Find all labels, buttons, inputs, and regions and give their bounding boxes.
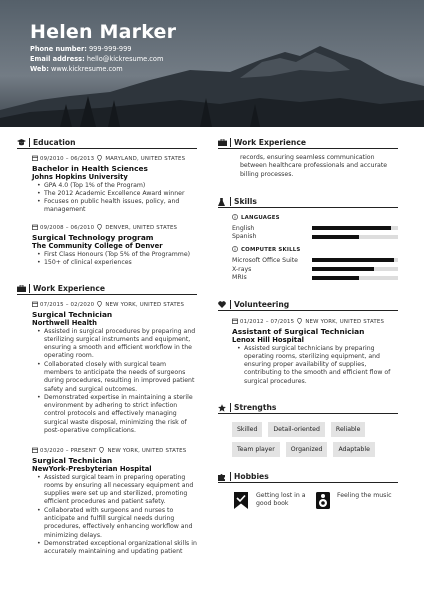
skill-name: X-rays xyxy=(232,265,252,273)
volunteering-org: Lenox Hill Hospital xyxy=(232,336,305,344)
skills-heading xyxy=(218,196,398,208)
work-experience-heading xyxy=(17,283,197,295)
list-item: • Demonstrated expertise in maintaining a sterile environment by adhering to strict infection control protocols and effectively managing surgical waste disposal, minimizing the risk of post-operative complications. xyxy=(32,394,197,435)
skill-name: English xyxy=(232,224,255,232)
skill-row xyxy=(232,233,398,242)
list-item: • Assisted surgical team in preparing operating rooms by ensuring all necessary equipment and supplies were set up and sterilized, promoting efficient procedures and patient safety. xyxy=(32,474,197,507)
education-bullets xyxy=(32,251,197,268)
email-label: Email address: xyxy=(30,54,85,63)
skill-name: Spanish xyxy=(232,233,257,241)
skill-row xyxy=(232,256,398,265)
briefcase-icon xyxy=(17,285,28,292)
list-item: • Demonstrated exceptional organizational skills in accurately maintaining and updating patient xyxy=(32,540,197,557)
header-banner xyxy=(0,0,424,127)
work-role: Surgical Technician xyxy=(32,456,113,465)
work-item xyxy=(32,301,197,435)
skill-name: Microsoft Office Suite xyxy=(232,256,298,264)
languages-category xyxy=(232,214,398,222)
work-experience-title: Work Experience xyxy=(33,284,105,293)
work-bullets xyxy=(32,328,197,436)
volunteering-item xyxy=(232,318,398,386)
work-dates: 07/2015 – 02/2020 xyxy=(40,302,95,308)
list-item: • First Class Honours (Top 5% of the Programme) xyxy=(32,251,197,259)
star-icon xyxy=(218,404,229,412)
location-pin-icon xyxy=(97,155,102,163)
candidate-name: Helen Marker xyxy=(30,21,177,43)
education-bullets xyxy=(32,182,197,215)
skill-row xyxy=(232,273,398,282)
calendar-icon xyxy=(32,224,38,232)
education-meta xyxy=(32,155,197,163)
web-link[interactable]: www.kickresume.com xyxy=(50,64,123,73)
work-location: NEW YORK, UNITED STATES xyxy=(107,448,187,454)
heart-icon xyxy=(218,301,229,308)
strength-tag: Skilled xyxy=(232,422,262,437)
skill-level-fill xyxy=(312,267,374,271)
languages-label: LANGUAGES xyxy=(241,215,280,221)
work-company: Northwell Health xyxy=(32,319,98,327)
location-pin-icon xyxy=(97,224,102,232)
info-icon xyxy=(232,246,238,254)
education-title: Education xyxy=(33,138,76,147)
languages-list xyxy=(232,224,398,241)
work-role: Surgical Technician xyxy=(32,310,113,319)
list-item: • Collaborated with surgeons and nurses to anticipate and fulfill surgical needs during procedures, effectively enhancing workflow and minimizing delays. xyxy=(32,507,197,540)
computer-skills-list xyxy=(232,256,398,282)
strengths-heading xyxy=(218,402,398,414)
volunteering-bullets xyxy=(232,345,398,386)
education-dates: 09/2010 – 06/2013 xyxy=(40,156,95,162)
list-item: • 150+ of clinical experiences xyxy=(32,259,197,267)
work-dates: 03/2020 – PRESENT xyxy=(40,448,97,454)
web-label: Web: xyxy=(30,64,49,73)
skill-level-bar xyxy=(312,226,398,230)
skills-title: Skills xyxy=(234,197,257,206)
phone-label: Phone number: xyxy=(30,45,87,53)
skill-row xyxy=(232,224,398,233)
strength-tag: Team player xyxy=(232,442,280,457)
puzzle-icon xyxy=(218,473,229,481)
work-bullets xyxy=(32,474,197,557)
volunteering-role: Assistant of Surgical Technician xyxy=(232,327,365,336)
education-school: Johns Hopkins University xyxy=(32,173,128,181)
list-item: • Assisted in surgical procedures by preparing and sterilizing surgical instruments and equipment, ensuring a smooth and efficient workflow in the operating room. xyxy=(32,328,197,361)
list-item: • The 2012 Academic Excellence Award winner xyxy=(32,190,197,198)
hobby-item xyxy=(316,492,394,512)
skills-block xyxy=(232,214,398,282)
skill-level-fill xyxy=(312,258,394,262)
volunteering-location: NEW YORK, UNITED STATES xyxy=(305,319,385,325)
education-item xyxy=(32,224,197,267)
flask-icon xyxy=(218,198,229,206)
contact-info xyxy=(30,45,163,74)
volunteering-meta xyxy=(232,318,398,326)
volunteering-dates: 01/2012 – 07/2015 xyxy=(240,319,295,325)
education-meta xyxy=(32,224,197,232)
skill-level-fill xyxy=(312,235,359,239)
hobbies-title: Hobbies xyxy=(234,472,269,481)
speaker-icon xyxy=(316,492,330,512)
list-item: • Collaborated closely with surgical team members to anticipate the needs of surgeons during procedures, resulting in improved patient safety and surgical outcomes. xyxy=(32,361,197,394)
hobby-item xyxy=(234,492,316,512)
work-continuation: records, ensuring seamless communication between healthcare professionals and accurate billing processes. xyxy=(240,154,388,178)
education-location: MARYLAND, UNITED STATES xyxy=(105,156,186,162)
phone-value: 999-999-999 xyxy=(88,45,132,53)
hobby-text: Feeling the music xyxy=(337,492,392,499)
list-item: • GPA 4.0 (Top 1% of the Program) xyxy=(32,182,197,190)
calendar-icon xyxy=(32,301,38,309)
bookmark-icon xyxy=(234,492,248,512)
work-company: NewYork-Presbyterian Hospital xyxy=(32,465,152,473)
briefcase-icon xyxy=(218,139,229,146)
skill-level-fill xyxy=(312,276,359,280)
strength-tag: Detail-oriented xyxy=(268,422,325,437)
graduation-cap-icon xyxy=(17,139,28,146)
skill-name: MRIs xyxy=(232,274,247,282)
hobbies-list xyxy=(234,492,394,512)
strength-tag: Organized xyxy=(286,442,328,457)
volunteering-title: Volunteering xyxy=(234,300,290,309)
calendar-icon xyxy=(32,155,38,163)
skill-level-bar xyxy=(312,267,398,271)
education-dates: 09/2008 – 06/2010 xyxy=(40,225,95,231)
strength-tag: Adaptable xyxy=(333,442,374,457)
skill-row xyxy=(232,265,398,274)
strengths-title: Strengths xyxy=(234,403,277,412)
work-experience-heading xyxy=(218,137,398,149)
location-pin-icon xyxy=(99,447,104,455)
hobbies-heading xyxy=(218,471,398,483)
education-location: DENVER, UNITED STATES xyxy=(105,225,178,231)
computer-skills-category xyxy=(232,246,398,254)
strength-tag: Reliable xyxy=(331,422,366,437)
email-link[interactable]: hello@kickresume.com xyxy=(86,54,164,63)
work-meta xyxy=(32,447,197,455)
list-item: • Focuses on public health issues, policy, and management xyxy=(32,198,197,215)
education-heading xyxy=(17,137,197,149)
hobby-text: Getting lost in a good book xyxy=(256,492,306,508)
education-school: The Community College of Denver xyxy=(32,242,163,250)
education-item xyxy=(32,155,197,215)
computer-skills-label: COMPUTER SKILLS xyxy=(241,247,301,254)
location-pin-icon xyxy=(297,318,302,326)
strengths-tags xyxy=(232,422,392,457)
skill-level-bar xyxy=(312,235,398,239)
calendar-icon xyxy=(232,318,238,326)
info-icon xyxy=(232,214,238,222)
work-item xyxy=(32,447,197,556)
skill-level-bar xyxy=(312,276,398,280)
location-pin-icon xyxy=(97,301,102,309)
work-experience-title: Work Experience xyxy=(234,138,306,147)
calendar-icon xyxy=(32,447,38,455)
work-meta xyxy=(32,301,197,309)
volunteering-heading xyxy=(218,299,398,311)
work-location: NEW YORK, UNITED STATES xyxy=(105,302,185,308)
skill-level-bar xyxy=(312,258,398,262)
education-degree: Bachelor in Health Sciences xyxy=(32,164,148,173)
education-degree: Surgical Technology program xyxy=(32,233,154,242)
list-item: • Assisted surgical technicians by preparing operating rooms, sterilizing equipment, and ensuring proper availability of supplies, contributing to the smooth and efficient flow of surgical procedures. xyxy=(232,345,398,386)
skill-level-fill xyxy=(312,226,391,230)
